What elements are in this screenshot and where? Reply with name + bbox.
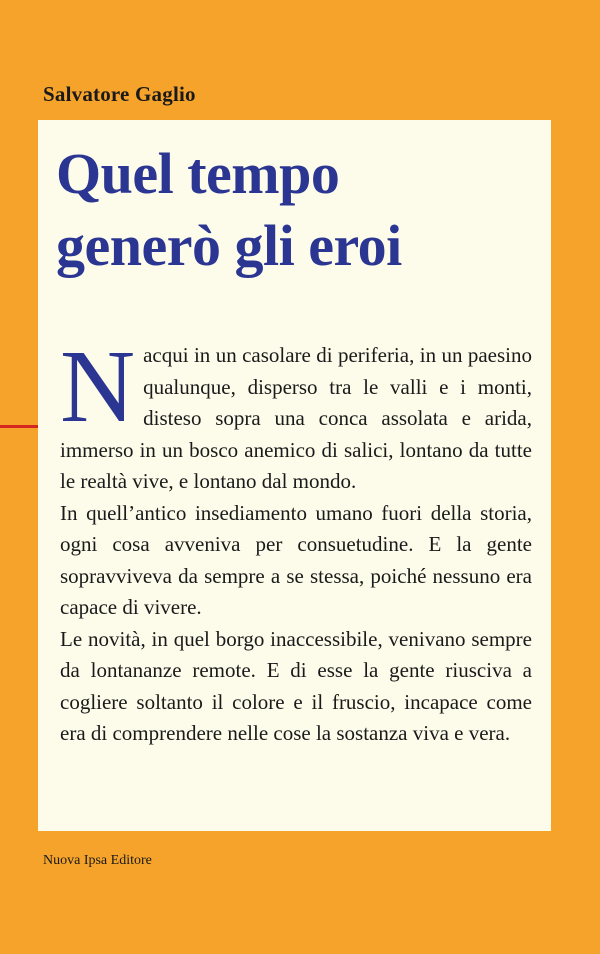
excerpt-paragraph-1-text: acqui in un casolare di periferia, in un paesino qualunque, disperso tra le valli e i monti, disteso sopra una conca assolata e arida, immerso in un bosco anemico di salici, lontano da tutte le realtà vive, e lontano dal mondo. <box>60 343 532 493</box>
excerpt-paragraph-1 <box>60 329 532 498</box>
drop-cap: N <box>60 329 136 444</box>
publisher-name: Nuova Ipsa Editore <box>43 853 152 868</box>
author-name: Salvatore Gaglio <box>43 82 196 106</box>
excerpt-paragraph-2: In quell’antico insediamento umano fuori della storia, ogni cosa avveniva per consuetudine. E la gente sopravviveva da sempre a se stessa, poiché nessuno era capace di vivere. <box>60 500 532 619</box>
cover-panel <box>38 120 551 831</box>
excerpt-text <box>60 329 532 750</box>
title-line-1: Quel tempo <box>56 141 340 206</box>
book-title <box>56 138 402 282</box>
excerpt-paragraph-3: Le novità, in quel borgo inaccessibile, venivano sempre da lontananze remote. E di esse la gente riusciva a cogliere soltanto il colore e il fruscio, incapace come era di comprendere nelle cose la sostanza viva e vera. <box>60 626 532 745</box>
title-line-2: generò gli eroi <box>56 213 402 278</box>
red-accent-rule <box>0 425 38 428</box>
